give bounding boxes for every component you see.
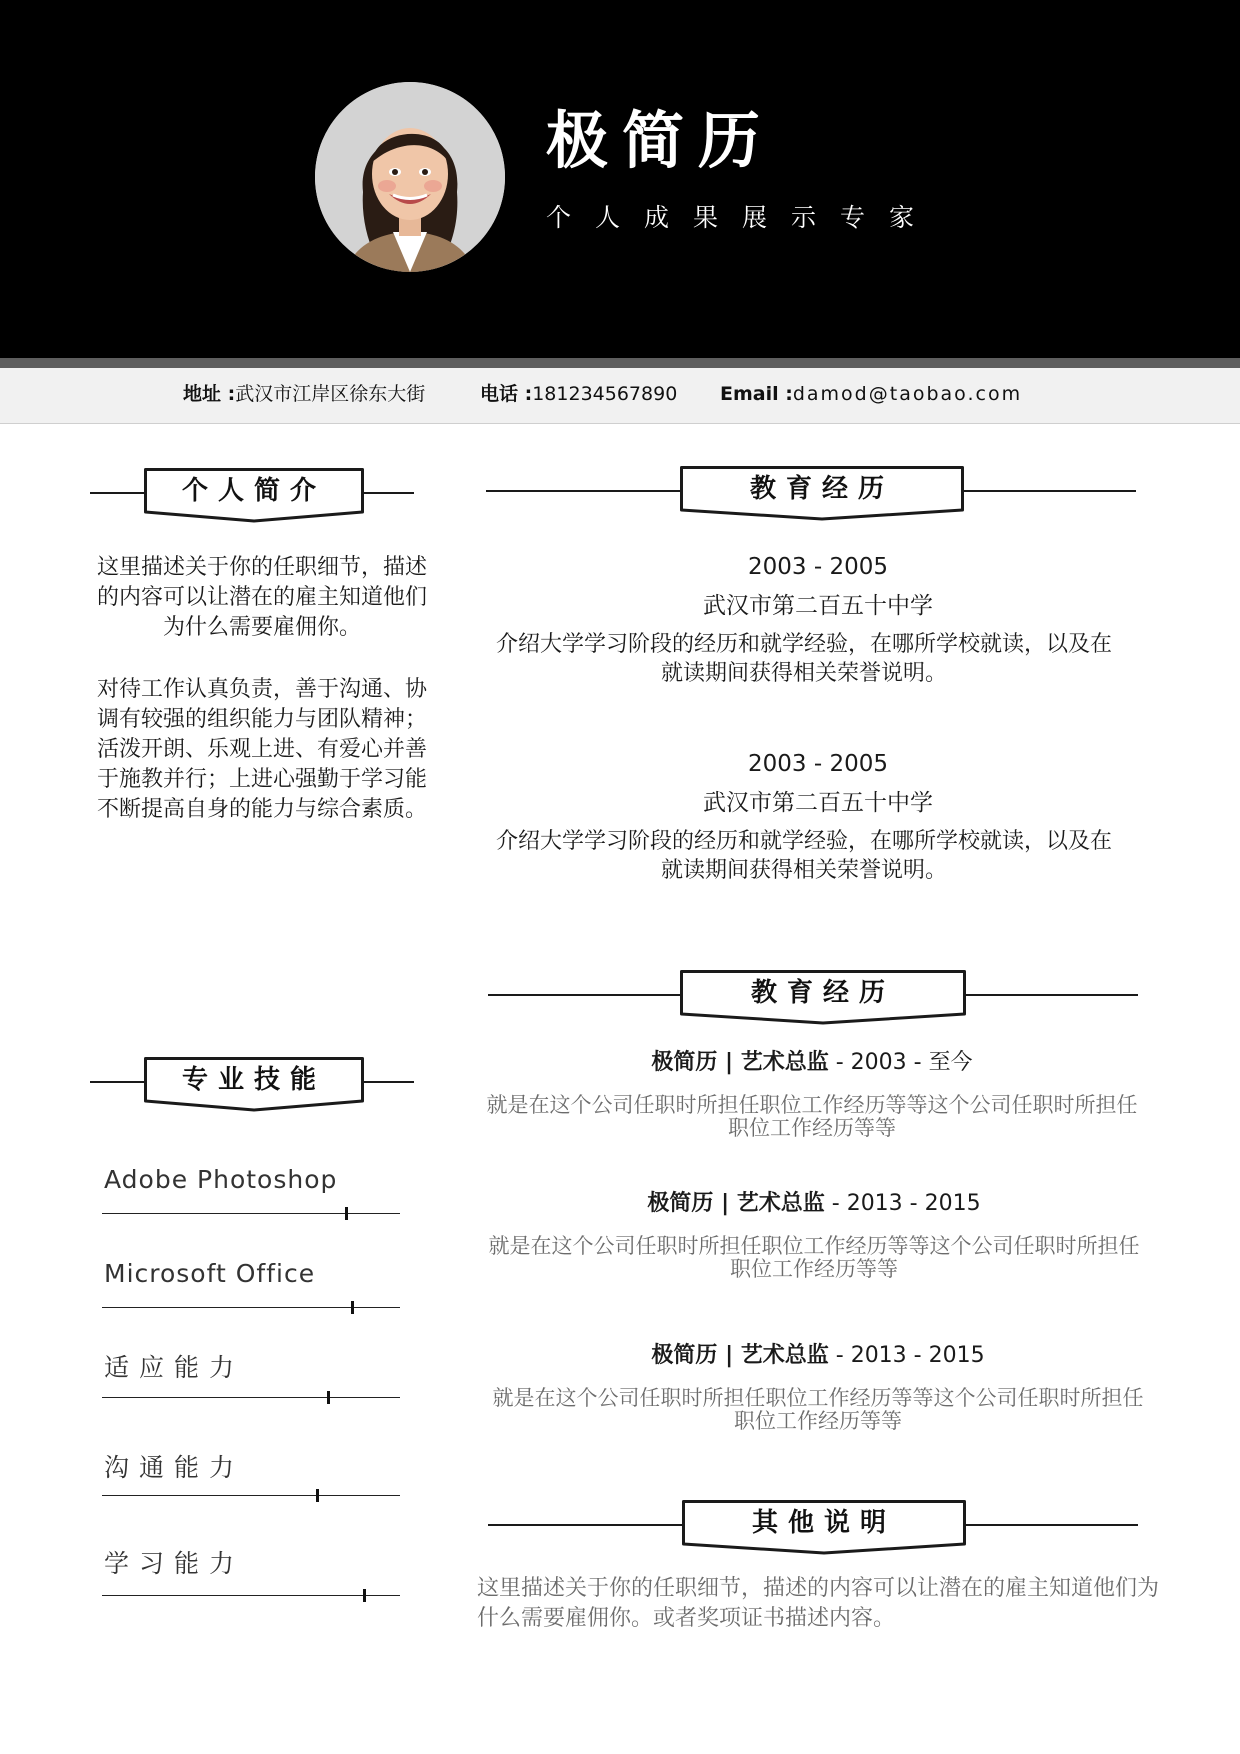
heading-badge <box>144 1057 364 1117</box>
work-item <box>488 1341 1148 1433</box>
heading-rule <box>488 1524 684 1526</box>
brand-title: 极简历 <box>546 104 775 177</box>
work-desc: 就是在这个公司任职时所担任职位工作经历等等这个公司任职时所担任职位工作经历等等 <box>492 1386 1144 1433</box>
work-title: 极简历 | 艺术总监 <box>651 1050 829 1075</box>
skill-name: Microsoft Office <box>104 1259 316 1288</box>
heading-badge <box>680 466 964 526</box>
header-banner <box>0 0 1240 358</box>
phone-value: 181234567890 <box>532 383 678 405</box>
section-heading-other <box>488 1500 1138 1560</box>
avatar-illustration <box>315 82 505 272</box>
skill-level-marker <box>351 1301 354 1314</box>
header-divider-strip <box>0 358 1240 368</box>
other-description: 这里描述关于你的任职细节，描述的内容可以让潜在的雇主知道他们为什么需要雇佣你。或者奖项证书描述内容。 <box>477 1576 1160 1631</box>
skill-level-marker <box>363 1589 366 1602</box>
section-heading-work <box>488 970 1138 1030</box>
education-desc: 介绍大学学习阶段的经历和就学经验，在哪所学校就读，以及在就读期间获得相关荣誉说明。 <box>495 829 1112 883</box>
heading-rule <box>488 994 682 996</box>
heading-text: 教育经历 <box>750 978 895 1008</box>
work-title-line <box>484 1189 1144 1219</box>
skill-name: Adobe Photoshop <box>104 1165 338 1194</box>
work-title: 极简历 | 艺术总监 <box>651 1343 829 1368</box>
profile-photo <box>315 82 505 272</box>
heading-rule <box>962 490 1136 492</box>
heading-text: 专业技能 <box>181 1065 326 1095</box>
work-title: 极简历 | 艺术总监 <box>647 1191 825 1216</box>
work-title-line <box>488 1341 1148 1371</box>
address-value: 武汉市江岸区徐东大街 <box>235 383 426 405</box>
education-school: 武汉市第二百五十中学 <box>703 593 933 619</box>
skill-level-marker <box>327 1391 330 1404</box>
skill-bar <box>102 1397 400 1398</box>
heading-text: 个人简介 <box>181 476 326 506</box>
work-item <box>484 1189 1144 1281</box>
education-item <box>486 552 1150 688</box>
education-desc: 介绍大学学习阶段的经历和就学经验，在哪所学校就读，以及在就读期间获得相关荣誉说明。 <box>495 632 1112 686</box>
address-label: 地址 : <box>183 383 236 405</box>
section-heading-education <box>486 466 1136 526</box>
profile-paragraph-2: 对待工作认真负责，善于沟通、协调有较强的组织能力与团队精神；活泼开朗、乐观上进、有爱心并善于施教并行；上进心强勤于学习能不断提高自身的能力与综合素质。 <box>96 677 427 822</box>
section-heading-skills <box>90 1057 414 1117</box>
work-period: - 2013 - 2015 <box>824 1191 981 1216</box>
heading-rule <box>486 490 682 492</box>
skill-name: 沟通能力 <box>104 1453 245 1482</box>
contact-email <box>720 381 1022 408</box>
skill-name: 适应能力 <box>104 1353 245 1382</box>
heading-rule <box>964 994 1138 996</box>
education-years: 2003 - 2005 <box>748 751 888 777</box>
section-heading-profile <box>90 468 414 528</box>
work-period: - 2013 - 2015 <box>828 1343 985 1368</box>
work-desc: 就是在这个公司任职时所担任职位工作经历等等这个公司任职时所担任职位工作经历等等 <box>488 1234 1140 1281</box>
heading-badge <box>682 1500 966 1560</box>
contact-address <box>183 381 425 408</box>
phone-label: 电话 : <box>480 383 533 405</box>
heading-rule <box>362 1081 414 1083</box>
heading-badge <box>680 970 966 1030</box>
education-item <box>486 749 1150 885</box>
work-item <box>484 1048 1140 1140</box>
skill-bar <box>102 1307 400 1308</box>
heading-text: 其他说明 <box>751 1508 896 1538</box>
email-label: Email : <box>720 383 793 405</box>
skill-bar <box>102 1495 400 1496</box>
contact-phone <box>480 381 677 408</box>
education-school: 武汉市第二百五十中学 <box>703 790 933 816</box>
brand-tagline: 个人成果展示专家 <box>546 203 939 232</box>
heading-rule <box>362 492 414 494</box>
education-years: 2003 - 2005 <box>748 554 888 580</box>
heading-rule <box>90 1081 146 1083</box>
heading-badge <box>144 468 364 528</box>
work-desc: 就是在这个公司任职时所担任职位工作经历等等这个公司任职时所担任职位工作经历等等 <box>486 1093 1138 1140</box>
profile-paragraph-1: 这里描述关于你的任职细节，描述的内容可以让潜在的雇主知道他们为什么需要雇佣你。 <box>96 555 427 640</box>
heading-text: 教育经历 <box>749 474 894 504</box>
heading-rule <box>90 492 146 494</box>
skill-level-marker <box>316 1489 319 1502</box>
email-value[interactable]: damod@taobao.com <box>792 383 1023 405</box>
work-title-line <box>484 1048 1140 1078</box>
skill-level-marker <box>345 1207 348 1220</box>
heading-rule <box>964 1524 1138 1526</box>
skill-bar <box>102 1595 400 1596</box>
work-period: - 2003 - 至今 <box>828 1050 973 1075</box>
skill-name: 学习能力 <box>104 1549 245 1578</box>
skill-bar <box>102 1213 400 1214</box>
